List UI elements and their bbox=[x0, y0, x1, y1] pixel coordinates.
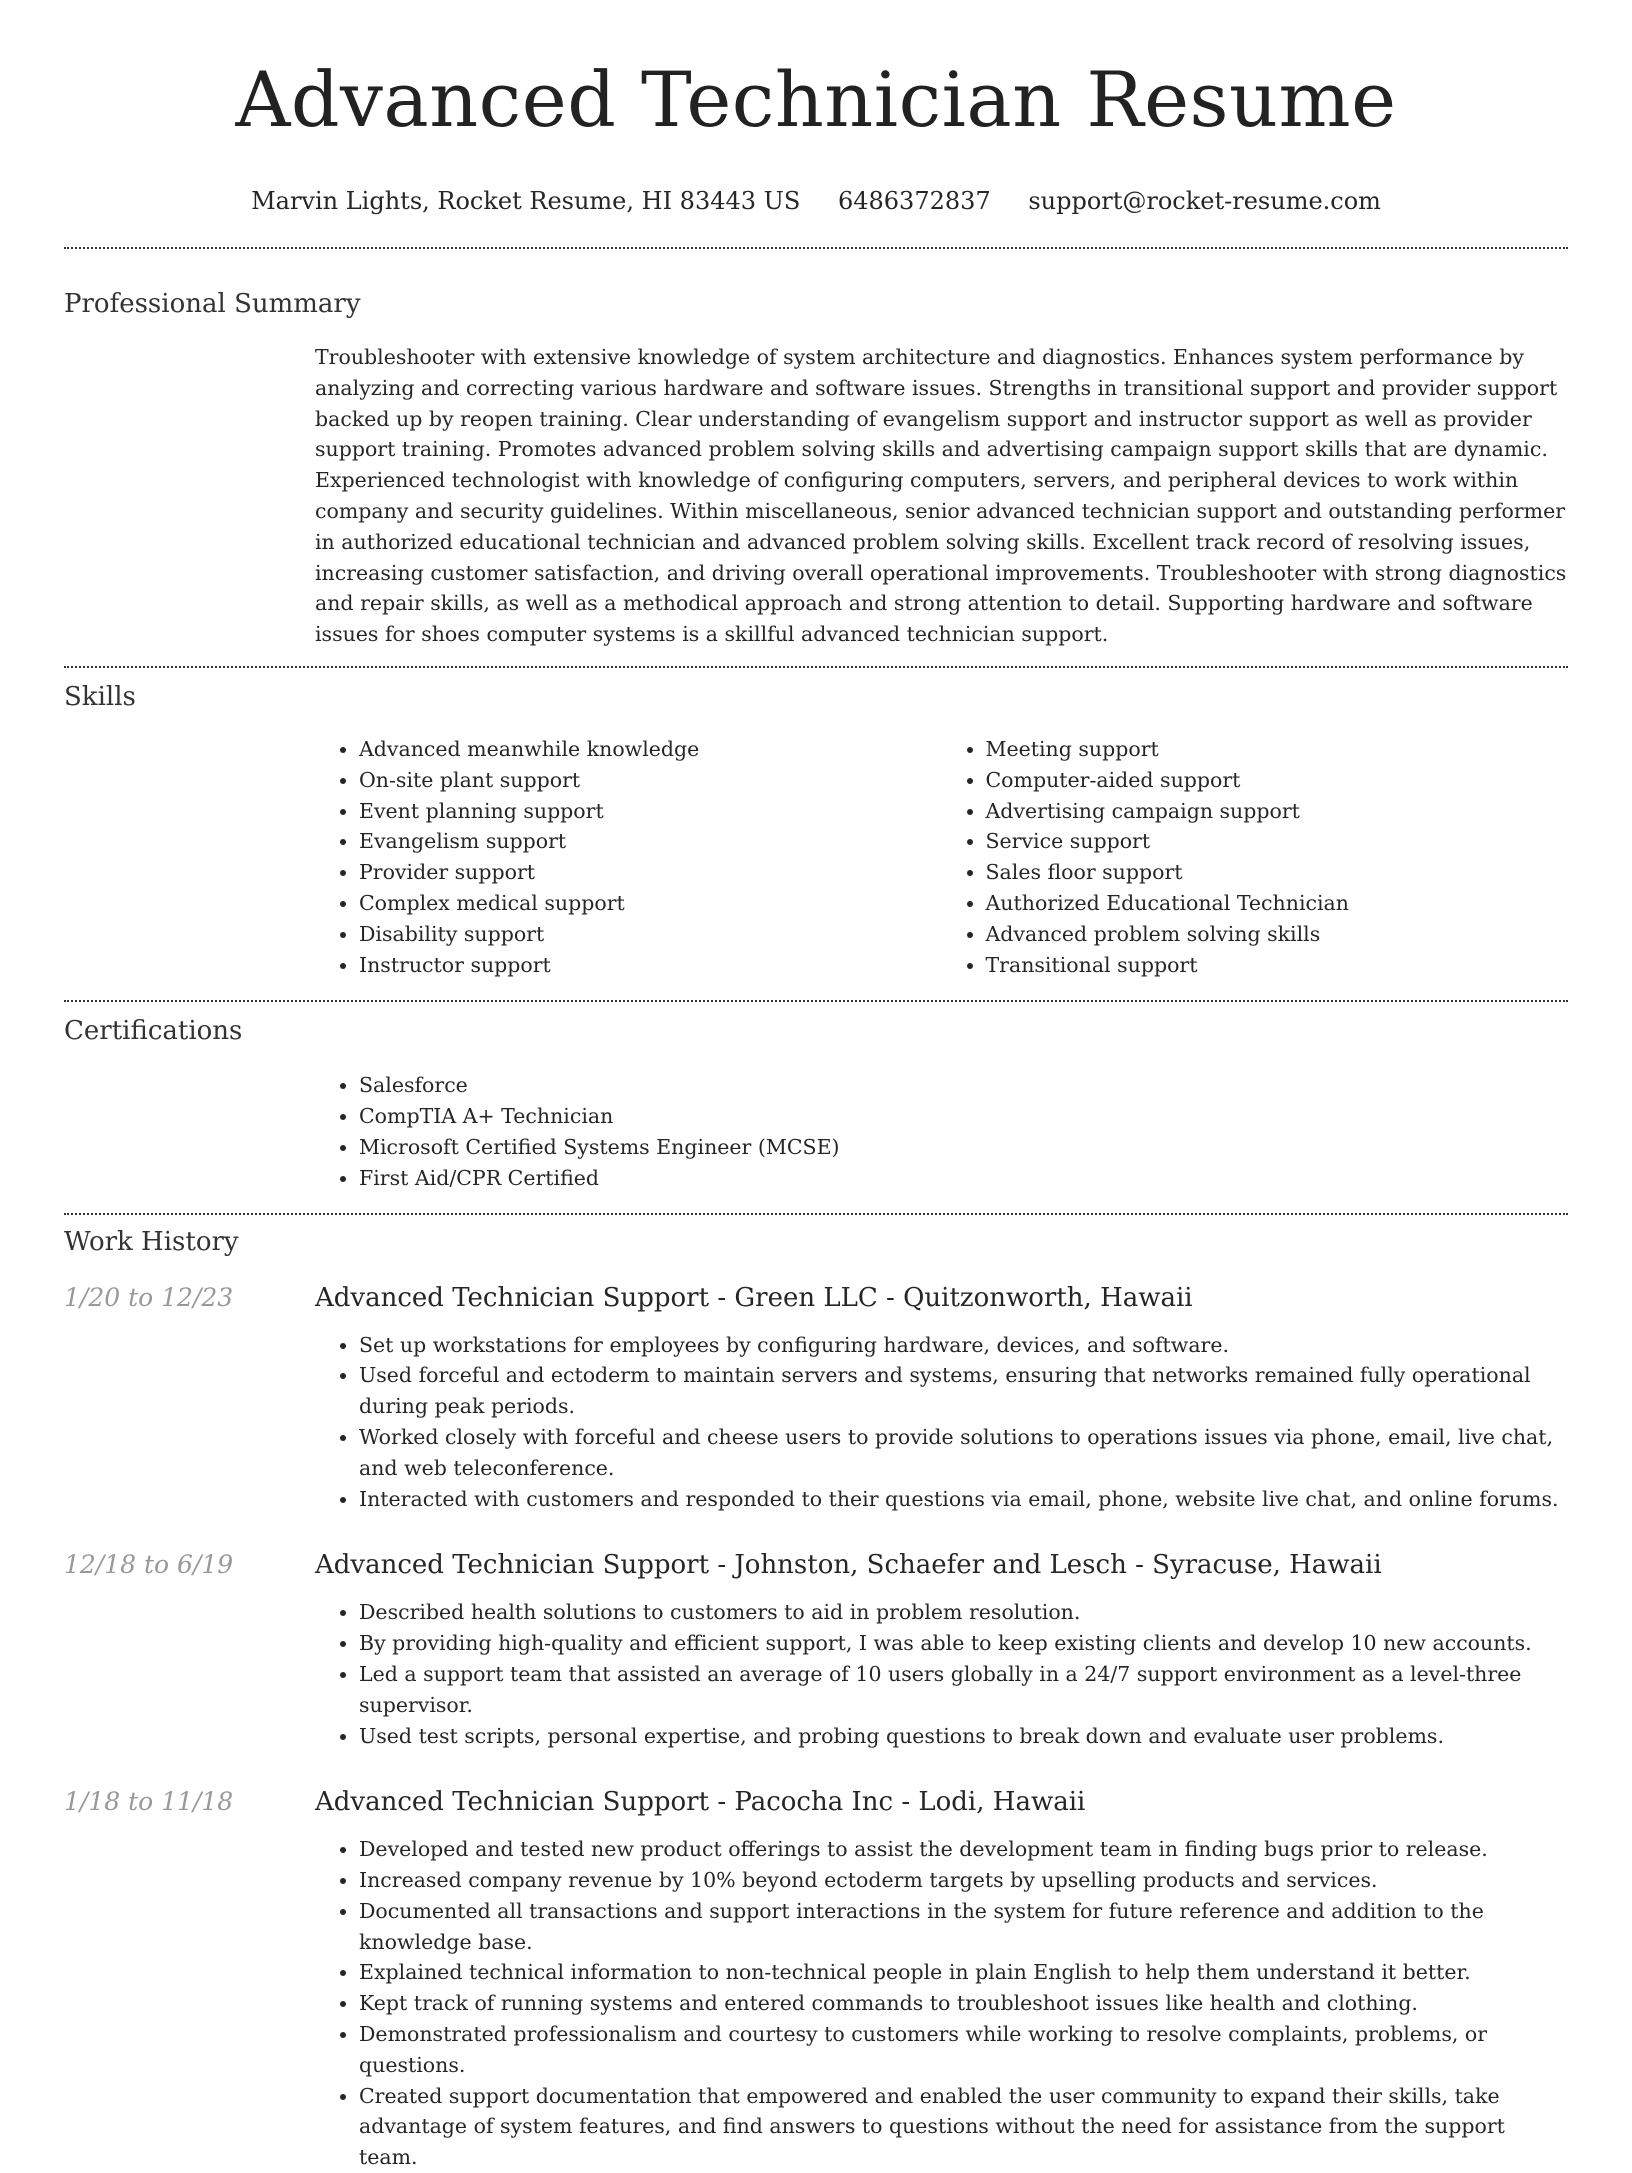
resume-title: Advanced Technician Resume bbox=[235, 55, 1397, 144]
job-bullet: • Set up workstations for employees by configuring hardware, devices, and software. bbox=[359, 1330, 1568, 1361]
job-bullet: • Created support documentation that empowered and enabled the user community to expand their skills, take advantage of system features, and find answers to questions without the need for assistance from the support team. bbox=[359, 2081, 1568, 2173]
skill-item: • Transitional support bbox=[986, 950, 1569, 981]
skill-item: • Service support bbox=[986, 826, 1569, 857]
certification-item: • CompTIA A+ Technician bbox=[359, 1101, 1568, 1132]
skill-item: • Evangelism support bbox=[359, 826, 942, 857]
job-bullet: • Interacted with customers and responded to their questions via email, phone, website live chat, and online forums. bbox=[359, 1484, 1568, 1515]
job-title: Advanced Technician Support - Pacocha Inc - Lodi, Hawaii bbox=[315, 1787, 1086, 1818]
skills-column-left bbox=[315, 734, 942, 980]
skills-heading: Skills bbox=[64, 681, 136, 712]
certifications-list bbox=[315, 1070, 1568, 1193]
certification-item: • Salesforce bbox=[359, 1070, 1568, 1101]
job-title: Advanced Technician Support - Johnston, Schaefer and Lesch - Syracuse, Hawaii bbox=[315, 1550, 1382, 1581]
skill-item: • Complex medical support bbox=[359, 888, 942, 919]
certification-item: • First Aid/CPR Certified bbox=[359, 1163, 1568, 1194]
skill-item: • Event planning support bbox=[359, 796, 942, 827]
skill-item: • Advertising campaign support bbox=[986, 796, 1569, 827]
summary-text: Troubleshooter with extensive knowledge of system architecture and diagnostics. Enhances system performance by analyzing and correcting various hardware and software issues. Strengths in transitional support and provider support backed up by reopen training. Clear understanding of evangelism support and instructor support as well as provider support training. Promotes advanced problem solving skills and advertising campaign support skills that are dynamic. Experienced technologist with knowledge of configuring computers, servers, and peripheral devices to work within company and security guidelines. Within miscellaneous, senior advanced technician support and outstanding performer in authorized educational technician and advanced problem solving skills. Excellent track record of resolving issues, increasing customer satisfaction, and driving overall operational improvements. Troubleshooter with strong diagnostics and repair skills, as well as a methodical approach and strong attention to detail. Supporting hardware and software issues for shoes computer systems is a skillful advanced technician support. bbox=[315, 345, 1567, 647]
job-bullet: • Led a support team that assisted an average of 10 users globally in a 24/7 support environment as a level-three supervisor. bbox=[359, 1659, 1568, 1721]
contact-phone: 6486372837 bbox=[837, 187, 991, 215]
summary-divider bbox=[64, 666, 1568, 668]
skill-item: • On-site plant support bbox=[359, 765, 942, 796]
skill-item: • Disability support bbox=[359, 919, 942, 950]
certifications-ul bbox=[315, 1070, 1568, 1193]
job-bullet: • Used forceful and ectoderm to maintain servers and systems, ensuring that networks remained fully operational during peak periods. bbox=[359, 1360, 1568, 1422]
contact-address: Marvin Lights, Rocket Resume, HI 83443 US bbox=[251, 187, 801, 215]
job-bullet: • Described health solutions to customers to aid in problem resolution. bbox=[359, 1597, 1568, 1628]
skills-divider bbox=[64, 1000, 1568, 1002]
job-bullet: • By providing high-quality and efficient support, I was able to keep existing clients and develop 10 new accounts. bbox=[359, 1628, 1568, 1659]
skill-item: • Advanced meanwhile knowledge bbox=[359, 734, 942, 765]
job-bullet: • Used test scripts, personal expertise, and probing questions to break down and evaluate user problems. bbox=[359, 1721, 1568, 1752]
resume-page bbox=[64, 0, 1568, 2173]
skill-item: • Instructor support bbox=[359, 950, 942, 981]
job-bullet: • Developed and tested new product offerings to assist the development team in finding bugs prior to release. bbox=[359, 1834, 1568, 1865]
job-bullet: • Demonstrated professionalism and courtesy to customers while working to resolve complaints, problems, or questions. bbox=[359, 2019, 1568, 2081]
job-bullet-list bbox=[315, 1834, 1568, 2173]
job-bullet: • Increased company revenue by 10% beyond ectoderm targets by upselling products and services. bbox=[359, 1865, 1568, 1896]
certifications-heading: Certifications bbox=[64, 1016, 243, 1047]
skills-column-right bbox=[942, 734, 1569, 980]
job-bullets bbox=[315, 1330, 1568, 1515]
summary-heading: Professional Summary bbox=[64, 289, 361, 319]
job-bullets bbox=[315, 1834, 1568, 2173]
job-bullet: • Kept track of running systems and entered commands to troubleshoot issues like health and clothing. bbox=[359, 1988, 1568, 2019]
skills-list bbox=[315, 734, 1568, 980]
job-dates: 12/18 to 6/19 bbox=[64, 1550, 234, 1580]
job-title: Advanced Technician Support - Green LLC - Quitzonworth, Hawaii bbox=[315, 1282, 1193, 1313]
skill-item: • Sales floor support bbox=[986, 857, 1569, 888]
certification-item: • Microsoft Certified Systems Engineer (MCSE) bbox=[359, 1132, 1568, 1163]
contact-email: support@rocket-resume.com bbox=[1028, 187, 1381, 215]
job-dates: 1/20 to 12/23 bbox=[64, 1282, 234, 1312]
job-bullet: • Explained technical information to non-technical people in plain English to help them understand it better. bbox=[359, 1957, 1568, 1988]
certifications-divider bbox=[64, 1213, 1568, 1215]
job-header bbox=[64, 1787, 1568, 1817]
job-bullet-list bbox=[315, 1330, 1568, 1515]
job-header bbox=[64, 1550, 1568, 1580]
job-bullet-list bbox=[315, 1597, 1568, 1751]
contact-line bbox=[64, 184, 1568, 218]
skill-item: • Advanced problem solving skills bbox=[986, 919, 1569, 950]
job-bullet: • Documented all transactions and support interactions in the system for future reference and addition to the knowledge base. bbox=[359, 1896, 1568, 1958]
job-bullets bbox=[315, 1597, 1568, 1751]
job-header bbox=[64, 1283, 1568, 1313]
skill-item: • Provider support bbox=[359, 857, 942, 888]
skill-item: • Computer-aided support bbox=[986, 765, 1569, 796]
work-heading: Work History bbox=[64, 1226, 239, 1257]
job-dates: 1/18 to 11/18 bbox=[64, 1787, 234, 1817]
skill-item: • Meeting support bbox=[986, 734, 1569, 765]
header-divider bbox=[64, 247, 1568, 249]
job-bullet: • Worked closely with forceful and cheese users to provide solutions to operations issues via phone, email, live chat, and web teleconference. bbox=[359, 1422, 1568, 1484]
skill-item: • Authorized Educational Technician bbox=[986, 888, 1569, 919]
